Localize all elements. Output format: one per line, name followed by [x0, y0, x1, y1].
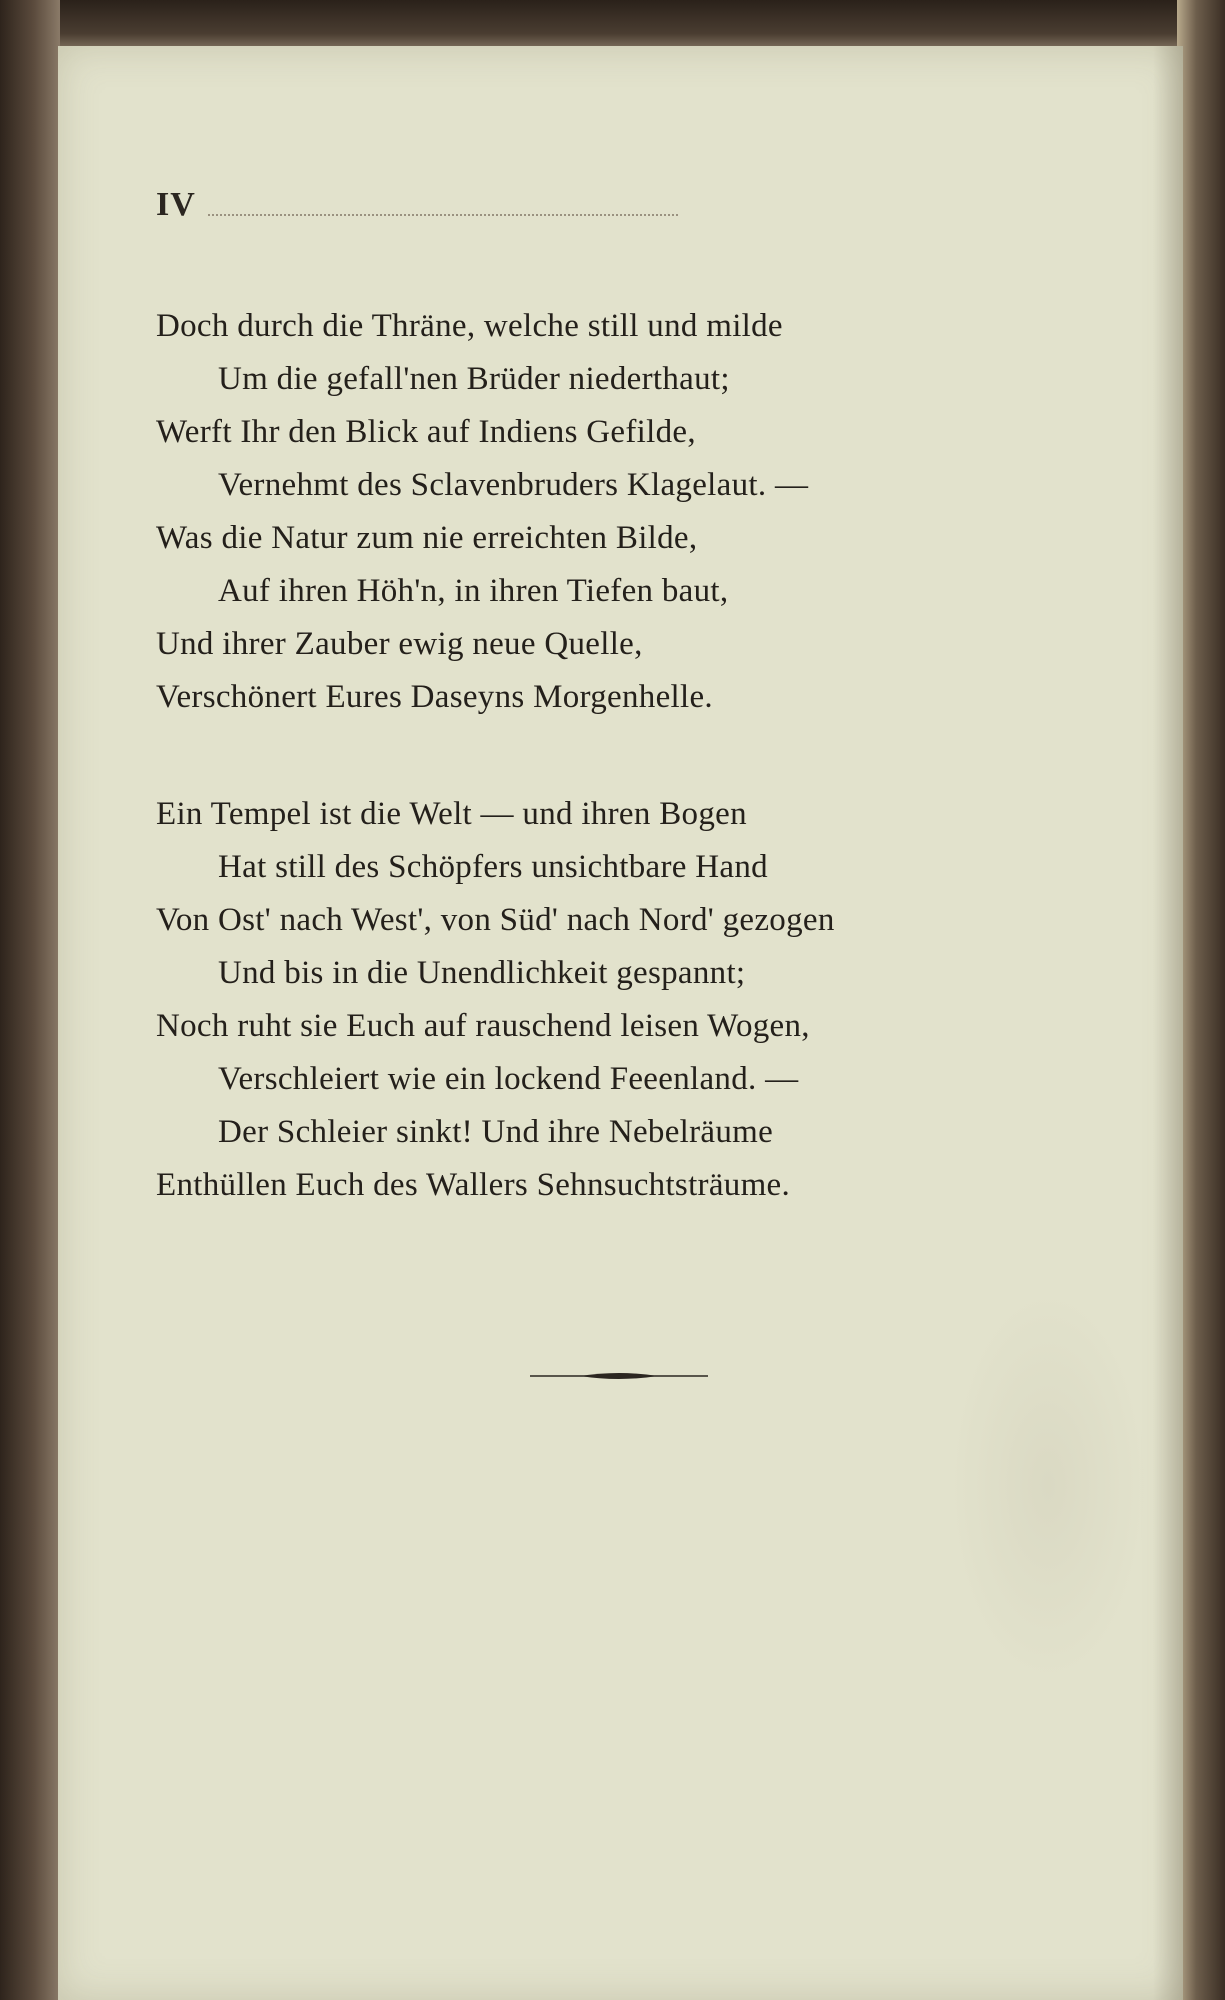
verse-line: Und ihrer Zauber ewig neue Quelle, — [156, 626, 643, 662]
verse-line: Der Schleier sinkt! Und ihre Nebelräume — [218, 1114, 774, 1150]
book-cover-top — [0, 0, 1225, 48]
verse-line: Noch ruht sie Euch auf rauschend leisen Wogen, — [156, 1008, 810, 1044]
verse-line: Verschleiert wie ein lockend Feeenland. — — [218, 1061, 799, 1097]
ornament-rule — [530, 1370, 708, 1382]
verse-line: Enthüllen Euch des Wallers Sehnsuchtsträume. — [156, 1167, 791, 1203]
book-cover-right-edge — [1177, 0, 1225, 2000]
verse-line: Hat still des Schöpfers unsichtbare Hand — [218, 849, 768, 885]
gutter-shadow — [1153, 46, 1183, 2000]
verse-line: Um die gefall'nen Brüder niederthaut; — [218, 361, 730, 397]
verse-line: Werft Ihr den Blick auf Indiens Gefilde, — [156, 414, 696, 450]
stanza-2 — [156, 788, 1016, 1212]
page-number: IV — [156, 186, 196, 223]
verse-line: Was die Natur zum nie erreichten Bilde, — [156, 520, 698, 556]
verse-line: Von Ost' nach West', von Süd' nach Nord' gezogen — [156, 902, 835, 938]
show-through — [948, 1286, 1148, 1686]
verse-line: Und bis in die Unendlichkeit gespannt; — [218, 955, 746, 991]
verse-line: Doch durch die Thräne, welche still und milde — [156, 308, 783, 344]
verse-line: Auf ihren Höh'n, in ihren Tiefen baut, — [218, 573, 729, 609]
book-cover-left-edge — [0, 0, 60, 2000]
verse-line: Ein Tempel ist die Welt — und ihren Bogen — [156, 796, 747, 832]
stanza-1 — [156, 300, 1016, 724]
header-rule — [208, 214, 678, 216]
verse-line: Vernehmt des Sclavenbruders Klagelaut. — — [218, 467, 809, 503]
verse-line: Verschönert Eures Daseyns Morgenhelle. — [156, 679, 713, 715]
